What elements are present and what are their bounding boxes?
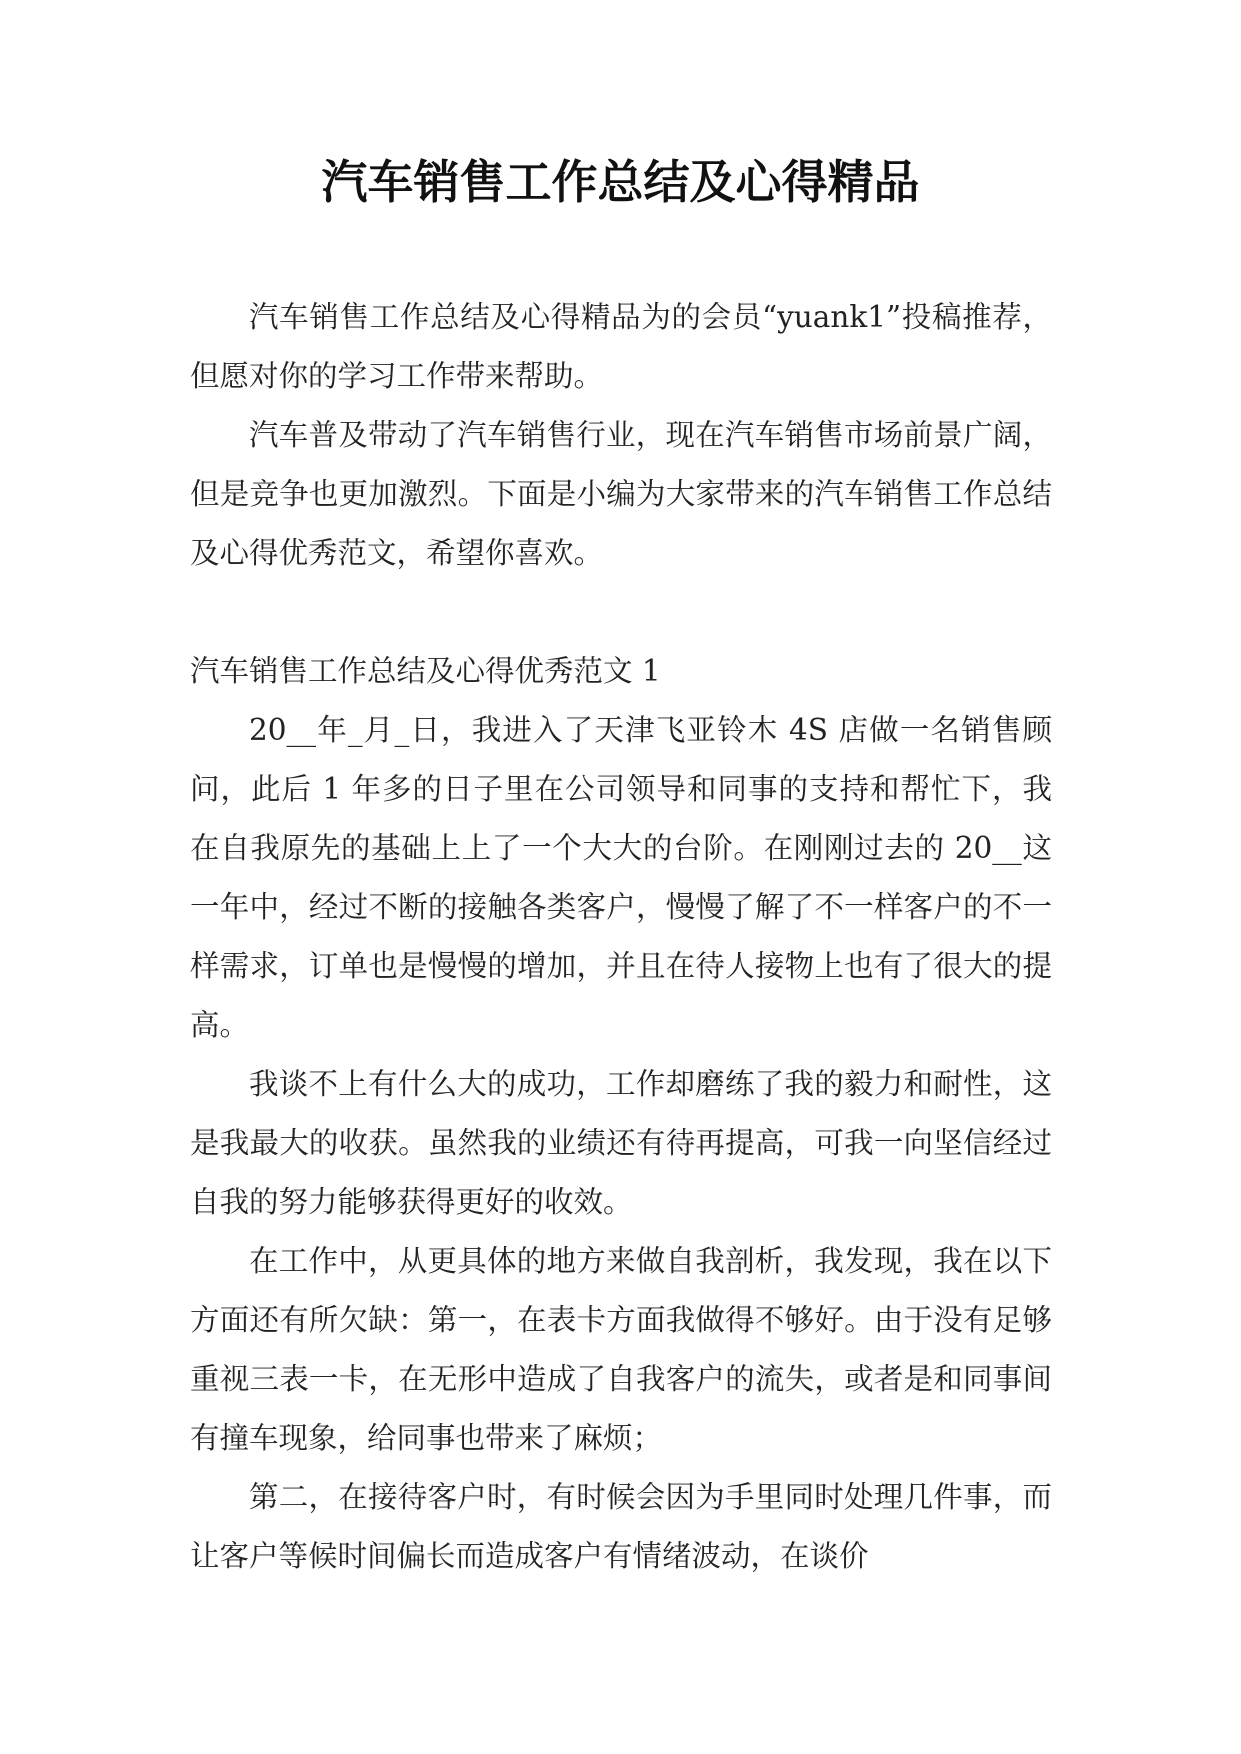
body-paragraph-1: 20__年_月_日，我进入了天津飞亚铃木 4S 店做一名销售顾问，此后 1 年多的日子里在公司领导和同事的支持和帮忙下，我在自我原先的基础上上了一个大大的台阶。在刚刚过去的 20__这一年中，经过不断的接触各类客户，慢慢了解了不一样客户的不一样需求，订单也是慢慢的增加，并且在待人接物上也有了很大的提高。 [190,713,1052,1042]
document-body [190,288,1052,1586]
document-title: 汽车销售工作总结及心得精品 [321,155,920,209]
body-paragraph-4: 第二，在接待客户时，有时候会因为手里同时处理几件事，而让客户等候时间偏长而造成客户有情绪波动，在谈价 [190,1480,1052,1573]
intro-paragraph-2: 汽车普及带动了汽车销售行业，现在汽车销售市场前景广阔，但是竞争也更加激烈。下面是小编为大家带来的汽车销售工作总结及心得优秀范文，希望你喜欢。 [190,418,1052,570]
section-heading: 汽车销售工作总结及心得优秀范文 1 [190,654,661,688]
intro-paragraph-1: 汽车销售工作总结及心得精品为的会员“yuank1”投稿推荐，但愿对你的学习工作带来帮助。 [190,300,1052,393]
body-paragraph-2: 我谈不上有什么大的成功，工作却磨练了我的毅力和耐性，这是我最大的收获。虽然我的业绩还有待再提高，可我一向坚信经过自我的努力能够获得更好的收效。 [190,1067,1052,1219]
section-spacer [190,583,1052,642]
body-paragraph-3: 在工作中，从更具体的地方来做自我剖析，我发现，我在以下方面还有所欠缺：第一，在表卡方面我做得不够好。由于没有足够重视三表一卡，在无形中造成了自我客户的流失，或者是和同事间有撞车现象，给同事也带来了麻烦； [190,1244,1052,1455]
